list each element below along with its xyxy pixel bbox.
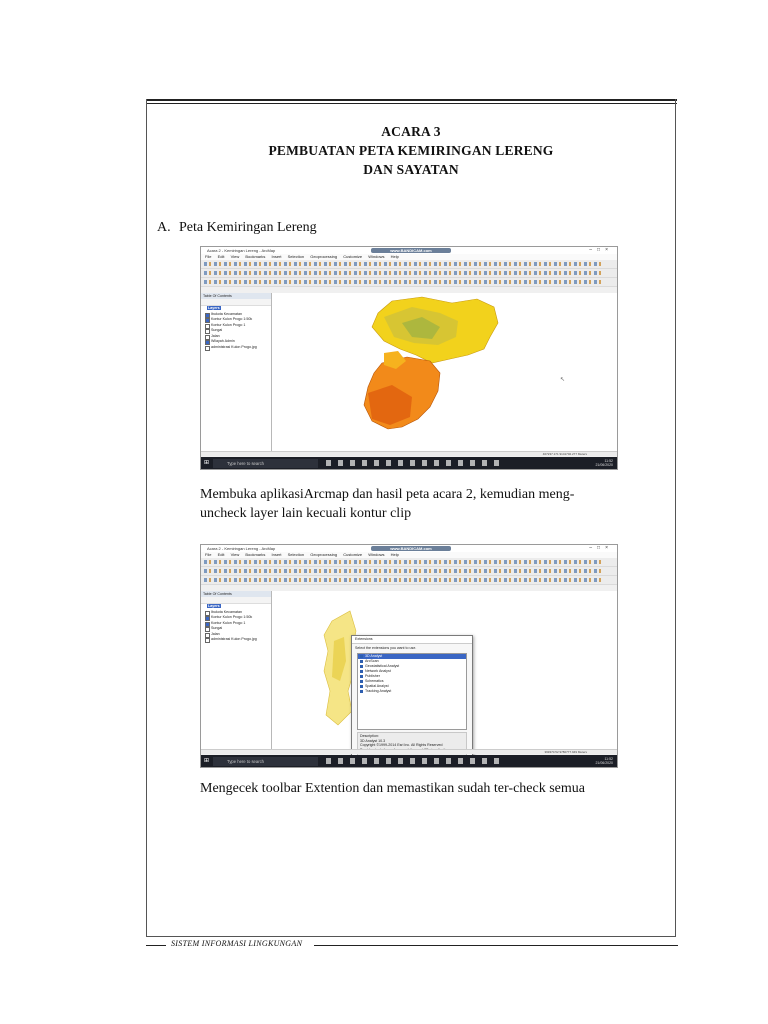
arcmap-screenshot-2 [200, 544, 618, 768]
caption-2: Mengecek toolbar Extention dan memastikan sudah ter-check semua [200, 781, 585, 796]
layer-sungai[interactable]: Sungai [201, 328, 271, 334]
toc-toolbar[interactable] [201, 597, 271, 604]
menu-windows[interactable]: Windows [368, 552, 385, 557]
layer-kontur-1[interactable]: Kontur Kulon Progo 1 [201, 621, 271, 627]
menu-insert[interactable]: Insert [271, 552, 282, 557]
toc-title: Table Of Contents [201, 591, 271, 597]
menu-help[interactable]: Help [390, 552, 399, 557]
toolbar-icons[interactable] [204, 262, 604, 266]
menu-bookmarks[interactable]: Bookmarks [245, 552, 266, 557]
ext-tracking[interactable]: Tracking Analyst [358, 689, 466, 694]
menu-geoprocessing[interactable]: Geoprocessing [310, 552, 338, 557]
taskbar-clock: 11:52 21/06/2020 [595, 756, 613, 765]
layer-ibukota[interactable]: Ibukota Kecamatan [201, 312, 271, 318]
ext-schematics[interactable]: Schematics [358, 679, 466, 684]
toolbar-icons[interactable] [204, 578, 604, 582]
menu-selection[interactable]: Selection [287, 254, 305, 259]
taskbar-search-input[interactable]: Type here to search [213, 459, 318, 468]
window-title: Acara 2 - Kemiringan Lereng - ArcMap [207, 248, 276, 253]
dialog-instruction: Select the extensions you want to use. [355, 646, 417, 650]
taskbar-search-input[interactable]: Type here to search [213, 757, 318, 766]
toolbar-icons[interactable] [204, 280, 604, 284]
window-title: Acara 2 - Kemiringan Lereng - ArcMap [207, 546, 276, 551]
footer-rule-left [146, 945, 166, 946]
menu-geoprocessing[interactable]: Geoprocessing [310, 254, 338, 259]
footer-text: SISTEM INFORMASI LINGKUNGAN [171, 939, 303, 948]
chapter-title-line-1: PEMBUATAN PETA KEMIRINGAN LERENG [268, 143, 554, 158]
toolbar-row-2[interactable] [201, 269, 617, 278]
menu-view[interactable]: View [230, 552, 240, 557]
toolbar-row-1[interactable] [201, 558, 617, 567]
layer-kontur-50k[interactable]: Kontur Kulon Progo 1:50k [201, 615, 271, 621]
description-line-1: 3D Analyst 10.3 [360, 738, 386, 743]
dialog-title: Extensions [352, 636, 472, 644]
toc-layers-root[interactable]: Layers [208, 604, 220, 608]
extensions-list [357, 653, 467, 730]
arcmap-screenshot-1 [200, 246, 618, 470]
menu-windows[interactable]: Windows [368, 254, 385, 259]
window-titlebar [201, 545, 617, 552]
toolbar-row-1[interactable] [201, 260, 617, 269]
chapter-title-line-2: DAN SAYATAN [363, 162, 459, 177]
status-bar: 399370.52 9780777.949 Meters [201, 749, 617, 754]
caption-1-line-1: Membuka aplikasiArcmap dan hasil peta acara 2, kemudian meng- [200, 487, 575, 502]
ext-publisher[interactable]: Publisher [358, 674, 466, 679]
description-label: Description: [360, 734, 379, 738]
taskbar-app-icons[interactable] [326, 758, 501, 764]
toolbar-icons[interactable] [204, 560, 604, 564]
taskbar-clock: 11:52 21/06/2020 [595, 458, 613, 467]
toolbar-row-2[interactable] [201, 567, 617, 576]
menu-file[interactable]: File [205, 254, 212, 259]
menu-selection[interactable]: Selection [287, 552, 305, 557]
ext-3d-analyst[interactable]: 3D Analyst [358, 654, 466, 659]
workspace [201, 591, 617, 752]
windows-start-icon[interactable]: ⊞ [204, 758, 210, 764]
ext-network[interactable]: Network Analyst [358, 669, 466, 674]
toc-title: Table Of Contents [201, 293, 271, 299]
menu-customize[interactable]: Customize [343, 552, 363, 557]
toolbar-row-3[interactable] [201, 278, 617, 287]
layer-jalan[interactable]: Jalan [201, 334, 271, 340]
toolbar-icons[interactable] [204, 271, 604, 275]
table-of-contents [201, 591, 272, 752]
menu-insert[interactable]: Insert [271, 254, 282, 259]
menu-customize[interactable]: Customize [343, 254, 363, 259]
slope-map [272, 293, 618, 443]
section-title: Peta Kemiringan Lereng [179, 220, 317, 235]
layer-sungai[interactable]: Sungai [201, 626, 271, 632]
toc-toolbar[interactable] [201, 299, 271, 306]
status-bar: 407237.171 9141702.277 Meters [201, 451, 617, 456]
chapter-number: ACARA 3 [381, 124, 441, 139]
window-controls[interactable]: –□× [589, 247, 613, 253]
table-of-contents [201, 293, 272, 454]
taskbar-app-icons[interactable] [326, 460, 501, 466]
menu-bookmarks[interactable]: Bookmarks [245, 254, 266, 259]
section-letter: A. [157, 220, 171, 235]
menu-edit[interactable]: Edit [217, 254, 225, 259]
menu-file[interactable]: File [205, 552, 212, 557]
layer-jalan[interactable]: Jalan [201, 632, 271, 638]
window-controls[interactable]: –□× [589, 545, 613, 551]
layer-admin-jpg[interactable]: administrasi Kulon Progo.jpg [201, 345, 271, 351]
windows-taskbar [201, 755, 617, 767]
menu-view[interactable]: View [230, 254, 240, 259]
ext-geostatistical[interactable]: Geostatistical Analyst [358, 664, 466, 669]
ext-spatial[interactable]: Spatial Analyst [358, 684, 466, 689]
caption-1-line-2: uncheck layer lain kecuali kontur clip [200, 506, 412, 521]
menu-help[interactable]: Help [390, 254, 399, 259]
layer-wilayah-admin[interactable]: Wilayah Admin [201, 339, 271, 345]
windows-taskbar [201, 457, 617, 469]
layer-ibukota[interactable]: Ibukota Kecamatan [201, 610, 271, 616]
ext-arcscan[interactable]: ArcScan [358, 659, 466, 664]
layer-kontur-1[interactable]: Kontur Kulon Progo 1 [201, 323, 271, 329]
bandicam-watermark: www.BANDICAM.com [371, 546, 451, 551]
toolbar-row-3[interactable] [201, 576, 617, 585]
caption-1 [200, 485, 620, 523]
description-line-2: Copyright ©1999-2014 Esri Inc. All Rights Reserved [360, 743, 443, 747]
toc-layers-root[interactable]: Layers [208, 306, 220, 310]
section-heading [157, 220, 317, 236]
bandicam-watermark: www.BANDICAM.com [371, 248, 451, 253]
map-canvas[interactable] [272, 293, 617, 454]
layer-admin-jpg[interactable]: administrasi Kulon Progo.jpg [201, 637, 271, 643]
layer-kontur-50k[interactable]: Kontur Kulon Progo 1:50k [201, 317, 271, 323]
windows-start-icon[interactable]: ⊞ [204, 460, 210, 466]
workspace [201, 293, 617, 454]
window-titlebar [201, 247, 617, 254]
svg-text:↖: ↖ [560, 377, 566, 383]
footer-rule-right [314, 945, 678, 946]
toolbar-icons[interactable] [204, 569, 604, 573]
menu-edit[interactable]: Edit [217, 552, 225, 557]
